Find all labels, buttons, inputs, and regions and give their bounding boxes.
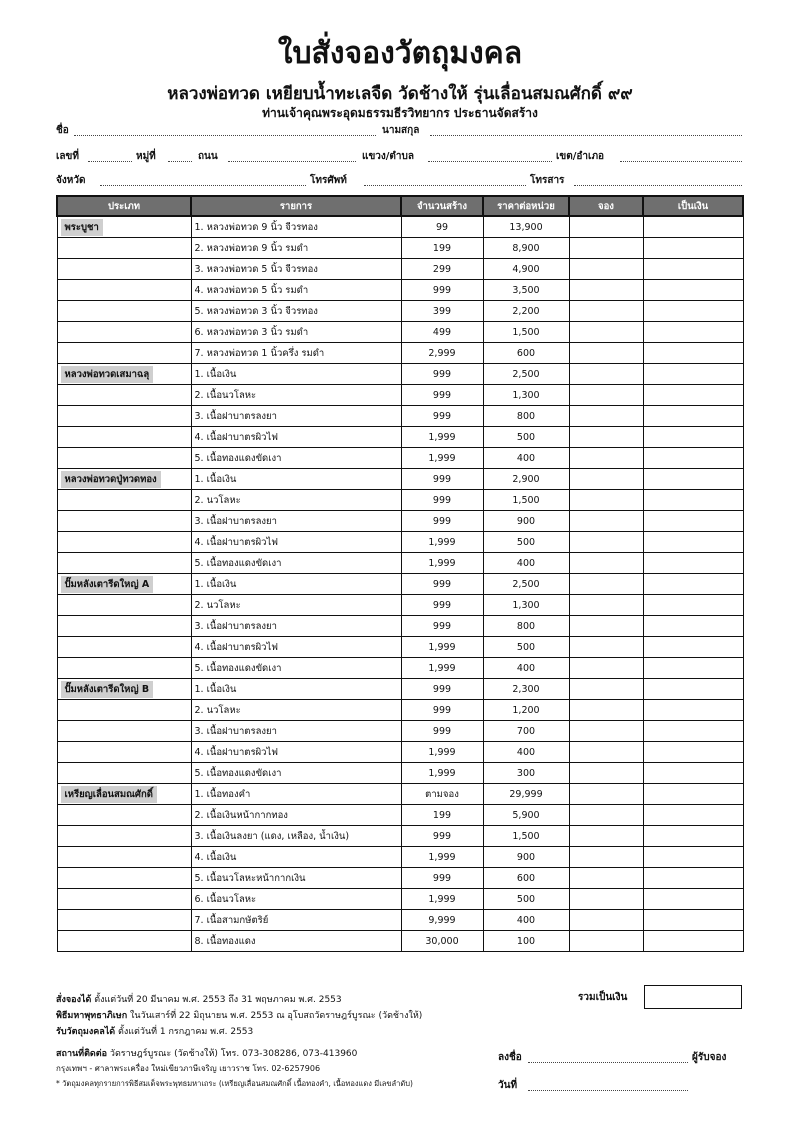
amount-input-cell[interactable] — [643, 658, 743, 679]
category-cell — [57, 595, 191, 616]
house-number-field[interactable] — [88, 161, 132, 162]
amount-input-cell[interactable] — [643, 427, 743, 448]
quantity-cell: 999 — [401, 511, 483, 532]
table-row — [57, 406, 743, 427]
footer-contact-bangkok: กรุงเทพฯ - ศาลาพระเครื่อง ใหม่เขียวภาษีเจริญ เยาวราช โทร. 02-6257906 — [56, 1064, 321, 1073]
province-label: จังหวัด — [56, 175, 86, 186]
item-cell: 1. หลวงพ่อทวด 9 นิ้ว จีวรทอง — [191, 216, 401, 238]
quantity-cell: 999 — [401, 595, 483, 616]
category-cell — [57, 301, 191, 322]
name-label: ชื่อ — [56, 125, 69, 136]
phone-field[interactable] — [364, 185, 526, 186]
booking-input-cell[interactable] — [569, 679, 643, 700]
quantity-cell: 999 — [401, 826, 483, 847]
quantity-cell: 1,999 — [401, 742, 483, 763]
fax-field[interactable] — [574, 185, 742, 186]
amount-input-cell[interactable] — [643, 511, 743, 532]
unit-price-cell: 700 — [483, 721, 569, 742]
amount-input-cell[interactable] — [643, 216, 743, 238]
booking-input-cell[interactable] — [569, 931, 643, 952]
surname-field[interactable] — [430, 135, 742, 136]
booking-input-cell[interactable] — [569, 595, 643, 616]
booking-input-cell[interactable] — [569, 889, 643, 910]
header-item: รายการ — [191, 196, 401, 216]
moo-field[interactable] — [168, 161, 192, 162]
category-cell — [57, 280, 191, 301]
moo-label: หมู่ที่ — [136, 151, 156, 162]
house-number-label: เลขที่ — [56, 151, 79, 162]
booking-input-cell[interactable] — [569, 868, 643, 889]
booking-input-cell[interactable] — [569, 532, 643, 553]
unit-price-cell: 400 — [483, 910, 569, 931]
amount-input-cell[interactable] — [643, 868, 743, 889]
category-cell — [57, 931, 191, 952]
table-row — [57, 637, 743, 658]
amount-input-cell[interactable] — [643, 238, 743, 259]
booking-input-cell[interactable] — [569, 574, 643, 595]
quantity-cell: 999 — [401, 700, 483, 721]
item-cell: 7. เนื้อสามกษัตริย์ — [191, 910, 401, 931]
booking-input-cell[interactable] — [569, 427, 643, 448]
booking-input-cell[interactable] — [569, 742, 643, 763]
quantity-cell: 1,999 — [401, 553, 483, 574]
header-category: ประเภท — [57, 196, 191, 216]
quantity-cell: 1,999 — [401, 637, 483, 658]
quantity-cell: 30,000 — [401, 931, 483, 952]
unit-price-cell: 3,500 — [483, 280, 569, 301]
amount-input-cell[interactable] — [643, 574, 743, 595]
quantity-cell: 999 — [401, 280, 483, 301]
district-field[interactable] — [620, 161, 742, 162]
category-cell — [57, 469, 191, 490]
category-cell — [57, 763, 191, 784]
quantity-cell: 999 — [401, 574, 483, 595]
category-cell — [57, 259, 191, 280]
item-cell: 4. หลวงพ่อทวด 5 นิ้ว รมดำ — [191, 280, 401, 301]
item-cell: 6. หลวงพ่อทวด 3 นิ้ว รมดำ — [191, 322, 401, 343]
table-row — [57, 931, 743, 952]
category-cell — [57, 238, 191, 259]
amount-input-cell[interactable] — [643, 301, 743, 322]
category-label: พระบูชา — [61, 219, 103, 236]
signer-label: ลงชื่อ — [498, 1052, 522, 1063]
footer-ceremony: พิธีมหาพุทธาภิเษก ในวันเสาร์ที่ 22 มิถุนายน พ.ศ. 2553 ณ อุโบสถวัดราษฎร์บูรณะ (วัดช้างให้) — [56, 1011, 423, 1021]
category-cell — [57, 637, 191, 658]
table-row — [57, 805, 743, 826]
unit-price-cell: 29,999 — [483, 784, 569, 805]
table-row — [57, 364, 743, 385]
amount-input-cell[interactable] — [643, 910, 743, 931]
booking-input-cell[interactable] — [569, 826, 643, 847]
item-cell: 5. เนื้อทองแดงขัดเงา — [191, 763, 401, 784]
category-cell — [57, 847, 191, 868]
fax-label: โทรสาร — [530, 175, 565, 186]
table-row — [57, 532, 743, 553]
booking-input-cell[interactable] — [569, 910, 643, 931]
header-quantity: จำนวนสร้าง — [401, 196, 483, 216]
quantity-cell: 1,999 — [401, 763, 483, 784]
item-cell: 3. เนื้อฝาบาตรลงยา — [191, 511, 401, 532]
booking-input-cell[interactable] — [569, 763, 643, 784]
unit-price-cell: 1,500 — [483, 826, 569, 847]
table-row — [57, 889, 743, 910]
subdistrict-field[interactable] — [428, 161, 552, 162]
form-subtitle: หลวงพ่อทวด เหยียบน้ำทะเลจืด วัดช้างให้ รุ่นเลื่อนสมณศักดิ์ ๙๙ — [167, 84, 633, 104]
category-cell — [57, 448, 191, 469]
unit-price-cell: 2,900 — [483, 469, 569, 490]
amount-input-cell[interactable] — [643, 595, 743, 616]
table-row — [57, 700, 743, 721]
item-cell: 1. เนื้อเงิน — [191, 364, 401, 385]
unit-price-cell: 500 — [483, 532, 569, 553]
item-cell: 1. เนื้อเงิน — [191, 574, 401, 595]
amount-input-cell[interactable] — [643, 364, 743, 385]
amount-input-cell[interactable] — [643, 679, 743, 700]
item-cell: 5. เนื้อนวโลหะหน้ากากเงิน — [191, 868, 401, 889]
quantity-cell: 999 — [401, 868, 483, 889]
unit-price-cell: 800 — [483, 616, 569, 637]
item-cell: 5. หลวงพ่อทวด 3 นิ้ว จีวรทอง — [191, 301, 401, 322]
table-row — [57, 385, 743, 406]
category-cell — [57, 910, 191, 931]
table-row — [57, 658, 743, 679]
footer-order-period: สั่งจองได้ ตั้งแต่วันที่ 20 มีนาคม พ.ศ. 2553 ถึง 31 พฤษภาคม พ.ศ. 2553 — [56, 995, 342, 1005]
quantity-cell: 9,999 — [401, 910, 483, 931]
amount-input-cell[interactable] — [643, 343, 743, 364]
item-cell: 3. เนื้อฝาบาตรลงยา — [191, 721, 401, 742]
category-cell — [57, 826, 191, 847]
table-row — [57, 868, 743, 889]
category-cell — [57, 511, 191, 532]
category-cell — [57, 406, 191, 427]
booking-input-cell[interactable] — [569, 238, 643, 259]
table-row — [57, 574, 743, 595]
item-cell: 2. นวโลหะ — [191, 700, 401, 721]
category-cell — [57, 805, 191, 826]
category-cell — [57, 553, 191, 574]
quantity-cell: 2,999 — [401, 343, 483, 364]
amount-input-cell[interactable] — [643, 805, 743, 826]
footer-note: * วัตถุมงคลทุกรายการพิธีสมเด็จพระพุทธมหาเถระ (เหรียญเลื่อนสมณศักดิ์ เนื้อทองคำ, เนื้อทองแดง มีเลขลำดับ) — [56, 1079, 413, 1088]
amount-input-cell[interactable] — [643, 469, 743, 490]
item-cell: 7. หลวงพ่อทวด 1 นิ้วครึ่ง รมดำ — [191, 343, 401, 364]
phone-label: โทรศัพท์ — [310, 175, 347, 186]
category-cell — [57, 385, 191, 406]
quantity-cell: 999 — [401, 490, 483, 511]
quantity-cell: 99 — [401, 216, 483, 238]
amount-input-cell[interactable] — [643, 553, 743, 574]
amount-input-cell[interactable] — [643, 763, 743, 784]
table-row — [57, 763, 743, 784]
booking-input-cell[interactable] — [569, 616, 643, 637]
booking-input-cell[interactable] — [569, 385, 643, 406]
quantity-cell: 999 — [401, 364, 483, 385]
unit-price-cell: 2,300 — [483, 679, 569, 700]
amount-input-cell[interactable] — [643, 784, 743, 805]
unit-price-cell: 900 — [483, 847, 569, 868]
item-cell: 3. เนื้อฝาบาตรลงยา — [191, 406, 401, 427]
booking-input-cell[interactable] — [569, 301, 643, 322]
booking-input-cell[interactable] — [569, 259, 643, 280]
item-cell: 4. เนื้อฝาบาตรผิวไฟ — [191, 742, 401, 763]
booking-input-cell[interactable] — [569, 637, 643, 658]
district-label: เขต/อำเภอ — [556, 151, 605, 162]
amount-input-cell[interactable] — [643, 889, 743, 910]
total-label: รวมเป็นเงิน — [578, 992, 628, 1003]
booking-input-cell[interactable] — [569, 322, 643, 343]
table-row — [57, 742, 743, 763]
item-cell: 2. นวโลหะ — [191, 595, 401, 616]
booking-input-cell[interactable] — [569, 847, 643, 868]
unit-price-cell: 300 — [483, 763, 569, 784]
date-label: วันที่ — [498, 1080, 518, 1091]
table-row — [57, 910, 743, 931]
unit-price-cell: 500 — [483, 889, 569, 910]
booking-input-cell[interactable] — [569, 216, 643, 238]
unit-price-cell: 400 — [483, 742, 569, 763]
unit-price-cell: 500 — [483, 637, 569, 658]
amount-input-cell[interactable] — [643, 322, 743, 343]
amount-input-cell[interactable] — [643, 637, 743, 658]
item-cell: 2. นวโลหะ — [191, 490, 401, 511]
category-cell — [57, 889, 191, 910]
unit-price-cell: 400 — [483, 448, 569, 469]
quantity-cell: 999 — [401, 679, 483, 700]
booking-input-cell[interactable] — [569, 406, 643, 427]
unit-price-cell: 1,500 — [483, 322, 569, 343]
category-cell — [57, 216, 191, 238]
quantity-cell: 1,999 — [401, 847, 483, 868]
booking-input-cell[interactable] — [569, 511, 643, 532]
amount-input-cell[interactable] — [643, 385, 743, 406]
date-field[interactable] — [528, 1090, 688, 1091]
unit-price-cell: 600 — [483, 868, 569, 889]
category-cell — [57, 784, 191, 805]
table-row — [57, 427, 743, 448]
unit-price-cell: 800 — [483, 406, 569, 427]
unit-price-cell: 400 — [483, 553, 569, 574]
item-cell: 1. เนื้อทองคำ — [191, 784, 401, 805]
category-cell — [57, 658, 191, 679]
booking-input-cell[interactable] — [569, 469, 643, 490]
table-row — [57, 847, 743, 868]
amount-input-cell[interactable] — [643, 721, 743, 742]
booking-input-cell[interactable] — [569, 805, 643, 826]
footer-pickup: รับวัตถุมงคลได้ ตั้งแต่วันที่ 1 กรกฎาคม พ.ศ. 2553 — [56, 1027, 254, 1037]
unit-price-cell: 900 — [483, 511, 569, 532]
category-cell — [57, 868, 191, 889]
booking-input-cell[interactable] — [569, 280, 643, 301]
amount-input-cell[interactable] — [643, 616, 743, 637]
table-row — [57, 259, 743, 280]
quantity-cell: 999 — [401, 385, 483, 406]
quantity-cell: 999 — [401, 406, 483, 427]
quantity-cell: 999 — [401, 469, 483, 490]
amount-input-cell[interactable] — [643, 532, 743, 553]
item-cell: 5. เนื้อทองแดงขัดเงา — [191, 553, 401, 574]
quantity-cell: 999 — [401, 616, 483, 637]
item-cell: 2. เนื้อเงินหน้ากากทอง — [191, 805, 401, 826]
booking-input-cell[interactable] — [569, 343, 643, 364]
unit-price-cell: 1,300 — [483, 595, 569, 616]
category-label: หลวงพ่อทวดเสมาฉลุ — [61, 366, 154, 383]
unit-price-cell: 500 — [483, 427, 569, 448]
category-label: ปั๊มหลังเตารีดใหญ่ A — [61, 576, 154, 593]
item-cell: 2. เนื้อนวโลหะ — [191, 385, 401, 406]
item-cell: 4. เนื้อฝาบาตรผิวไฟ — [191, 532, 401, 553]
table-row — [57, 784, 743, 805]
total-amount-field[interactable] — [644, 985, 742, 1009]
booking-input-cell[interactable] — [569, 553, 643, 574]
signer-field[interactable] — [528, 1062, 688, 1063]
amount-input-cell[interactable] — [643, 280, 743, 301]
header-amount: เป็นเงิน — [643, 196, 743, 216]
amount-input-cell[interactable] — [643, 847, 743, 868]
category-cell — [57, 721, 191, 742]
booking-input-cell[interactable] — [569, 784, 643, 805]
table-row — [57, 490, 743, 511]
booking-input-cell[interactable] — [569, 364, 643, 385]
table-row — [57, 721, 743, 742]
booking-input-cell[interactable] — [569, 721, 643, 742]
amount-input-cell[interactable] — [643, 448, 743, 469]
unit-price-cell: 4,900 — [483, 259, 569, 280]
surname-label: นามสกุล — [382, 125, 420, 136]
quantity-cell: 1,999 — [401, 427, 483, 448]
amount-input-cell[interactable] — [643, 826, 743, 847]
quantity-cell: 999 — [401, 721, 483, 742]
amount-input-cell[interactable] — [643, 931, 743, 952]
item-cell: 4. เนื้อฝาบาตรผิวไฟ — [191, 637, 401, 658]
category-label: เหรียญเลื่อนสมณศักดิ์ — [61, 786, 157, 803]
item-cell: 3. เนื้อเงินลงยา (แดง, เหลือง, น้ำเงิน) — [191, 826, 401, 847]
booking-input-cell[interactable] — [569, 658, 643, 679]
item-cell: 1. เนื้อเงิน — [191, 469, 401, 490]
category-cell — [57, 679, 191, 700]
amount-input-cell[interactable] — [643, 259, 743, 280]
category-cell — [57, 532, 191, 553]
road-field[interactable] — [228, 161, 356, 162]
booker-label: ผู้รับจอง — [692, 1052, 727, 1063]
amount-input-cell[interactable] — [643, 742, 743, 763]
unit-price-cell: 2,500 — [483, 574, 569, 595]
form-title: ใบสั่งจองวัตถุมงคล — [277, 36, 523, 71]
name-field[interactable] — [74, 135, 376, 136]
table-row — [57, 448, 743, 469]
unit-price-cell: 1,200 — [483, 700, 569, 721]
table-row — [57, 553, 743, 574]
unit-price-cell: 600 — [483, 343, 569, 364]
table-row — [57, 301, 743, 322]
item-cell: 4. เนื้อฝาบาตรผิวไฟ — [191, 427, 401, 448]
booking-input-cell[interactable] — [569, 700, 643, 721]
item-cell: 6. เนื้อนวโลหะ — [191, 889, 401, 910]
table-row — [57, 469, 743, 490]
item-cell: 5. เนื้อทองแดงขัดเงา — [191, 658, 401, 679]
amount-input-cell[interactable] — [643, 490, 743, 511]
unit-price-cell: 100 — [483, 931, 569, 952]
item-cell: 4. เนื้อเงิน — [191, 847, 401, 868]
quantity-cell: 1,999 — [401, 532, 483, 553]
booking-input-cell[interactable] — [569, 448, 643, 469]
table-row — [57, 826, 743, 847]
category-label: หลวงพ่อทวดปู่ทวดทอง — [61, 471, 161, 488]
quantity-cell: 1,999 — [401, 448, 483, 469]
category-label: ปั๊มหลังเตารีดใหญ่ B — [61, 681, 154, 698]
quantity-cell: 399 — [401, 301, 483, 322]
province-field[interactable] — [100, 185, 306, 186]
category-cell — [57, 700, 191, 721]
quantity-cell: 1,999 — [401, 889, 483, 910]
item-cell: 1. เนื้อเงิน — [191, 679, 401, 700]
table-row — [57, 616, 743, 637]
quantity-cell: 299 — [401, 259, 483, 280]
header-unit-price: ราคาต่อหน่วย — [483, 196, 569, 216]
form-subtitle-2: ท่านเจ้าคุณพระอุดมธรรมธีรวิทยากร ประธานจัดสร้าง — [262, 106, 538, 120]
item-cell: 3. หลวงพ่อทวด 5 นิ้ว จีวรทอง — [191, 259, 401, 280]
unit-price-cell: 2,200 — [483, 301, 569, 322]
category-cell — [57, 364, 191, 385]
quantity-cell: 1,999 — [401, 658, 483, 679]
table-row — [57, 322, 743, 343]
table-row — [57, 343, 743, 364]
quantity-cell: ตามจอง — [401, 784, 483, 805]
unit-price-cell: 1,300 — [483, 385, 569, 406]
header-booking: จอง — [569, 196, 643, 216]
item-cell: 3. เนื้อฝาบาตรลงยา — [191, 616, 401, 637]
quantity-cell: 499 — [401, 322, 483, 343]
category-cell — [57, 322, 191, 343]
unit-price-cell: 5,900 — [483, 805, 569, 826]
quantity-cell: 199 — [401, 805, 483, 826]
category-cell — [57, 490, 191, 511]
footer-contact: สถานที่ติดต่อ วัดราษฎร์บูรณะ (วัดช้างให้) โทร. 073-308286, 073-413960 — [56, 1049, 358, 1059]
subdistrict-label: แขวง/ตำบล — [362, 151, 415, 162]
item-cell: 5. เนื้อทองแดงขัดเงา — [191, 448, 401, 469]
category-cell — [57, 616, 191, 637]
table-row — [57, 595, 743, 616]
table-row — [57, 679, 743, 700]
item-cell: 8. เนื้อทองแดง — [191, 931, 401, 952]
road-label: ถนน — [198, 151, 218, 162]
unit-price-cell: 1,500 — [483, 490, 569, 511]
unit-price-cell: 2,500 — [483, 364, 569, 385]
order-table — [56, 195, 744, 952]
item-cell: 2. หลวงพ่อทวด 9 นิ้ว รมดำ — [191, 238, 401, 259]
category-cell — [57, 427, 191, 448]
category-cell — [57, 574, 191, 595]
table-row — [57, 511, 743, 532]
amount-input-cell[interactable] — [643, 700, 743, 721]
table-row — [57, 216, 743, 238]
unit-price-cell: 13,900 — [483, 216, 569, 238]
quantity-cell: 199 — [401, 238, 483, 259]
table-row — [57, 280, 743, 301]
table-header-row — [57, 196, 743, 216]
category-cell — [57, 343, 191, 364]
category-cell — [57, 742, 191, 763]
unit-price-cell: 400 — [483, 658, 569, 679]
booking-input-cell[interactable] — [569, 490, 643, 511]
unit-price-cell: 8,900 — [483, 238, 569, 259]
table-row — [57, 238, 743, 259]
amount-input-cell[interactable] — [643, 406, 743, 427]
